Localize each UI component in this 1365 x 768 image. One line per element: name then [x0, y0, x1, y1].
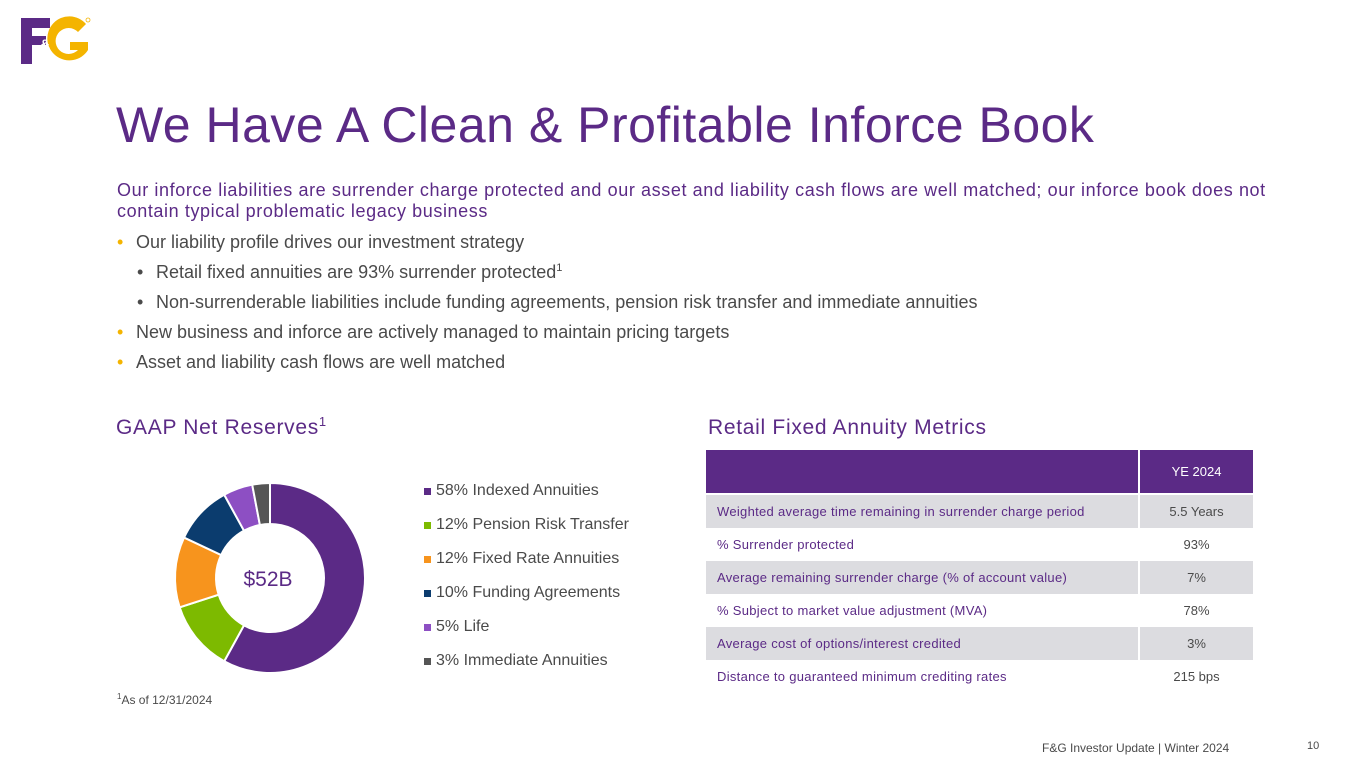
row-value: 7%: [1140, 561, 1253, 594]
table-row: [706, 627, 1253, 660]
footnote: $^1$As of 12/31/2024: [117, 692, 213, 707]
reserves-donut-chart: [170, 478, 370, 678]
row-label: Distance to guaranteed minimum crediting rates: [706, 660, 1140, 693]
legend-label: 10% Funding Agreements: [436, 584, 621, 601]
legend-item: [424, 652, 629, 686]
row-value: 93%: [1183, 537, 1210, 552]
legend-item: [424, 550, 629, 584]
legend-label: 5% Life: [436, 618, 490, 635]
table-row: [706, 594, 1253, 627]
metrics-title: Retail Fixed Annuity Metrics: [708, 416, 987, 439]
fg-logo: [20, 16, 92, 68]
header-cell-ye2024: YE 2024: [1140, 450, 1253, 493]
chart-legend: [424, 482, 629, 686]
legend-swatch: [424, 488, 431, 495]
row-label: % Subject to market value adjustment (MVA): [706, 594, 1140, 627]
legend-swatch: [424, 624, 431, 631]
page-subtitle: Our inforce liabilities are surrender charge protected and our asset and liability cash flows are well matched; our inforce book does not contain typical problematic legacy business: [117, 180, 1266, 221]
reserves-title: GAAP Net Reserves$^1$: [116, 414, 327, 439]
bullet-item: • New business and inforce are actively managed to maintain pricing targets: [117, 322, 730, 342]
row-value: 215 bps: [1173, 669, 1220, 684]
legend-swatch: [424, 522, 431, 529]
table-row: [706, 660, 1253, 693]
legend-swatch: [424, 590, 431, 597]
row-label: Weighted average time remaining in surrender charge period: [706, 495, 1140, 528]
bullet-item: • Non-surrenderable liabilities include funding agreements, pension risk transfer and immediate annuities: [137, 292, 978, 312]
legend-item: [424, 516, 629, 550]
legend-item: [424, 584, 629, 618]
donut-center-label: $52B: [243, 568, 293, 591]
legend-item: [424, 482, 629, 516]
header-cell-label: [706, 450, 1140, 493]
bullet-item: • Retail fixed annuities are 93% surrender protected$^1$: [137, 262, 563, 282]
bullet-item: • Asset and liability cash flows are well matched: [117, 352, 506, 372]
footer-text: F&G Investor Update | Winter 2024: [1042, 741, 1230, 755]
legend-swatch: [424, 658, 431, 665]
page-title: We Have A Clean & Profitable Inforce Book: [116, 97, 1095, 153]
row-value: 3%: [1140, 627, 1253, 660]
table-row: [706, 495, 1253, 528]
legend-label: 58% Indexed Annuities: [436, 482, 599, 499]
legend-label: 12% Fixed Rate Annuities: [436, 550, 620, 567]
table-header-row: [706, 450, 1253, 493]
row-label: Average cost of options/interest credited: [706, 627, 1140, 660]
row-label: Average remaining surrender charge (% of account value): [706, 561, 1140, 594]
row-value: 5.5 Years: [1140, 495, 1253, 528]
row-value: 78%: [1183, 603, 1210, 618]
metrics-table: [706, 450, 1253, 693]
bullet-list: [117, 230, 1267, 380]
legend-label: 3% Immediate Annuities: [436, 652, 608, 669]
row-label: % Surrender protected: [706, 528, 1140, 561]
table-row: [706, 561, 1253, 594]
page-number: 10: [1307, 740, 1320, 752]
legend-item: [424, 618, 629, 652]
legend-swatch: [424, 556, 431, 563]
table-row: [706, 528, 1253, 561]
legend-label: 12% Pension Risk Transfer: [436, 516, 629, 533]
logo-ampersand: &: [40, 36, 51, 52]
bullet-item: • Our liability profile drives our investment strategy: [117, 232, 525, 252]
